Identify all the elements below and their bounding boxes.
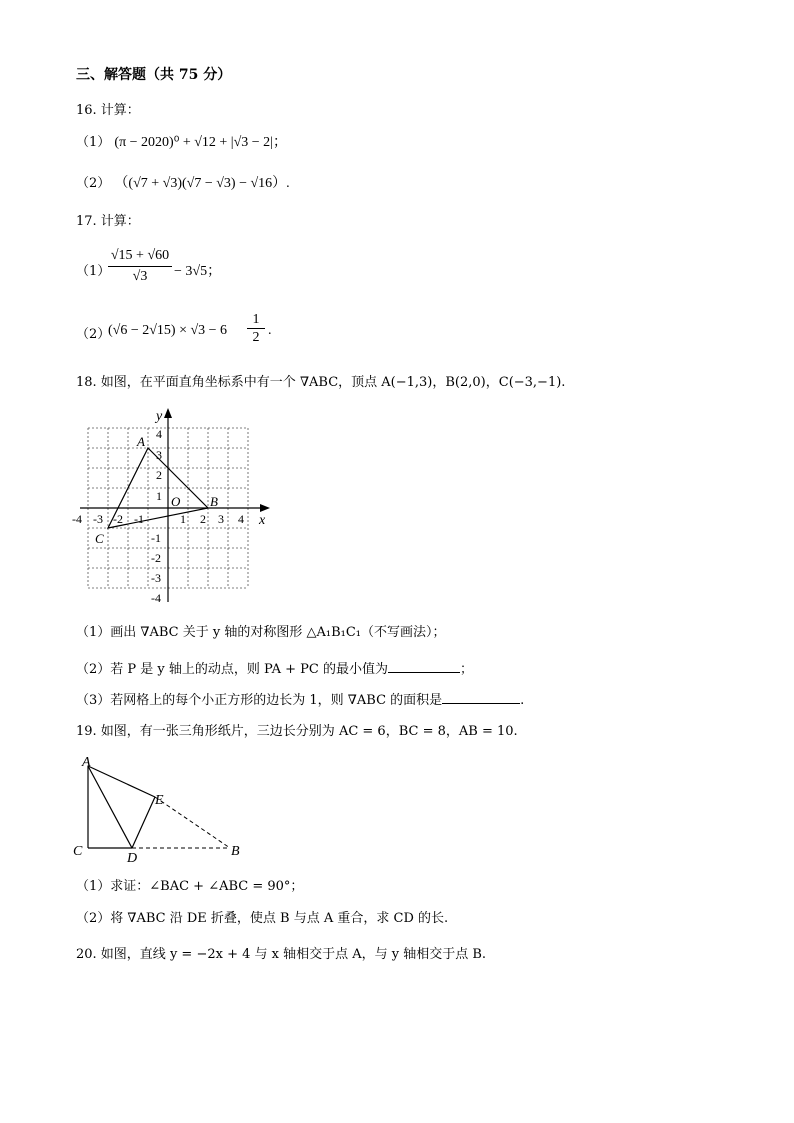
y-tick: 2: [156, 468, 162, 482]
q18-part3: [76, 691, 524, 710]
x-axis-label: x: [259, 513, 266, 528]
point-a-label: A: [137, 434, 145, 449]
y-axis-label: y: [156, 409, 163, 424]
y-tick-labels: [151, 427, 162, 605]
q17-part1-tail: − 3√5；: [174, 264, 222, 279]
section-heading: 三、解答题（共 75 分）: [76, 67, 232, 83]
vertex-b-label: B: [231, 844, 240, 859]
point-e-label: E: [155, 793, 164, 808]
vertex-c-label: C: [73, 844, 83, 859]
y-tick: 1: [156, 489, 162, 503]
q17-part2-fraction: [247, 312, 265, 345]
point-c-label: C: [95, 531, 104, 546]
q16-part1-index: （1）: [76, 135, 111, 150]
y-tick: -2: [151, 551, 161, 565]
origin-label: O: [171, 494, 181, 509]
x-tick: 4: [238, 512, 244, 526]
y-tick: -1: [151, 531, 161, 545]
x-tick: -4: [72, 512, 82, 526]
q19-part1: （1）求证：∠BAC + ∠ABC = 90°；: [76, 879, 304, 894]
q19-triangle-figure: [70, 754, 250, 866]
x-tick: -3: [93, 512, 103, 526]
q19-stem: 19. 如图，有一张三角形纸片，三边长分别为 AC = 6，BC = 8，AB = 10.: [76, 724, 518, 739]
q18-stem: 18. 如图，在平面直角坐标系中有一个 ∇ABC，顶点 A(−1,3)，B(2,0)，C(−3,−1).: [76, 375, 566, 390]
x-tick: -1: [134, 512, 144, 526]
q16-part2-index: （2）: [76, 176, 111, 191]
q17-part1-denominator: √3: [132, 269, 148, 284]
q16-part1-expression: (π − 2020)⁰ + √12 + |√3 − 2|；: [114, 135, 287, 150]
q17-part1-fraction: [108, 248, 172, 285]
q17-part2-tail: .: [268, 323, 272, 338]
y-tick: 3: [156, 448, 162, 462]
point-b-label: B: [210, 494, 218, 509]
y-tick: 4: [156, 427, 162, 441]
q18-part1: （1）画出 ∇ABC 关于 y 轴的对称图形 △A₁B₁C₁（不写画法）；: [76, 625, 446, 640]
x-tick: 3: [218, 512, 224, 526]
x-tick: 1: [180, 512, 186, 526]
y-tick: -4: [151, 591, 161, 605]
q17-part2-frac-num: 1: [252, 312, 260, 327]
vertex-a-label: A: [82, 755, 91, 770]
q18-part2-text: （2）若 P 是 y 轴上的动点，则 PA + PC 的最小值为: [76, 662, 388, 677]
point-d-label: D: [127, 851, 138, 866]
x-tick: 2: [200, 512, 206, 526]
q17-part1-index: （1）: [76, 264, 111, 279]
q16-label: 16. 计算：: [76, 103, 140, 118]
q18-coordinate-figure: [70, 402, 280, 607]
q19-part2: （2）将 ∇ABC 沿 DE 折叠，使点 B 与点 A 重合，求 CD 的长.: [76, 911, 449, 926]
q17-part1-numerator: √15 + √60: [110, 248, 170, 263]
q17-part2-index: （2）: [76, 327, 111, 342]
y-axis-arrow-icon: [164, 408, 172, 418]
q16-part1: [76, 134, 287, 152]
q18-part2-tail: ；: [459, 662, 473, 677]
q17-part2-frac-den: 2: [252, 330, 260, 345]
q16-part2-expression: （(√7 + √3)(√7 − √3) − √16）.: [114, 176, 290, 191]
q17-part2-expression: (√6 − 2√15) × √3 − 6: [108, 323, 228, 338]
q17-label: 17. 计算：: [76, 214, 140, 229]
x-tick: -2: [113, 512, 123, 526]
x-tick-labels: [72, 512, 244, 526]
q20-stem: 20. 如图，直线 y = −2x + 4 与 x 轴相交于点 A，与 y 轴相交于点 B.: [76, 947, 487, 962]
q18-part3-answer-blank[interactable]: [442, 691, 520, 704]
y-tick: -3: [151, 571, 161, 585]
q16-part2: [76, 175, 290, 193]
q18-part3-text: （3）若网格上的每个小正方形的边长为 1，则 ∇ABC 的面积是: [76, 693, 443, 708]
q18-part2-answer-blank[interactable]: [388, 660, 460, 673]
q18-part3-tail: .: [520, 693, 525, 708]
q18-part2: [76, 660, 473, 679]
x-axis-arrow-icon: [260, 504, 270, 512]
